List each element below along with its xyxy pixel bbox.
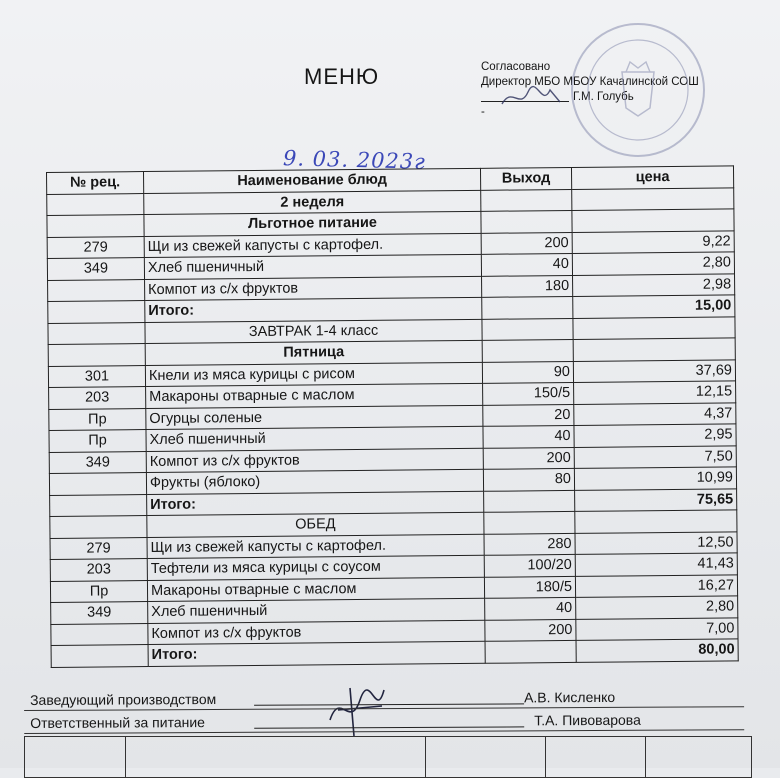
total-value: 80,00	[576, 639, 738, 662]
dish-price: 4,37	[574, 402, 736, 425]
section-title: Льготное питание	[144, 211, 481, 236]
recipe-number	[48, 279, 145, 301]
portion-output: 180	[482, 275, 573, 297]
empty-cell	[47, 193, 144, 215]
empty-cell	[51, 645, 148, 667]
dish-name: Огурцы соленые	[146, 405, 483, 430]
dish-name: Щи из свежей капусты с картофел.	[147, 534, 484, 559]
approval-name: Г.М. Голубь	[573, 91, 634, 103]
footer-signature-line	[254, 703, 524, 705]
dish-name: Хлеб пшеничный	[146, 426, 483, 451]
recipe-number: 279	[50, 537, 147, 559]
recipe-number: 203	[49, 387, 146, 409]
dish-name: Компот из с/х фруктов	[148, 620, 485, 645]
dish-name: Фрукты (яблоко)	[146, 469, 483, 494]
col-header-num: № рец.	[47, 172, 144, 194]
empty-cell	[484, 511, 575, 533]
dish-price: 10,99	[574, 467, 736, 490]
approval-position: Директор МБО МБОУ Качалинской СОШ	[481, 76, 699, 88]
director-signature-icon	[498, 82, 568, 112]
recipe-number: 203	[50, 559, 147, 581]
total-value: 75,65	[575, 488, 737, 511]
dish-name: Тефтели из мяса курицы с соусом	[147, 555, 484, 580]
dish-price: 2,80	[576, 596, 738, 619]
col-header-price: цена	[571, 166, 733, 189]
dish-price: 2,98	[573, 273, 735, 296]
dish-name: Компот из с/х фруктов	[145, 276, 482, 301]
dish-price: 37,69	[573, 359, 735, 382]
empty-cell	[575, 510, 737, 533]
empty-cell	[482, 339, 573, 361]
empty-cell	[481, 210, 572, 232]
dish-price: 7,00	[576, 617, 738, 640]
empty-cell	[482, 318, 573, 340]
portion-output: 150/5	[483, 382, 574, 404]
recipe-number: Пр	[49, 430, 146, 452]
empty-cell	[572, 187, 734, 210]
footer-label: Заведующий производством	[30, 690, 217, 708]
dish-name: Макароны отварные с маслом	[146, 383, 483, 408]
portion-output: 80	[483, 468, 574, 490]
empty-cell	[48, 344, 145, 366]
total-value: 15,00	[573, 295, 735, 318]
empty-cell	[47, 215, 144, 237]
dish-name: Хлеб пшеничный	[144, 254, 481, 279]
portion-output: 180/5	[484, 576, 575, 598]
menu-table	[46, 165, 739, 667]
section-title: ЗАВТРАК 1-4 класс	[145, 319, 482, 344]
empty-grid-row	[24, 736, 752, 778]
dish-price: 16,27	[575, 574, 737, 597]
empty-cell	[481, 189, 572, 211]
recipe-number: 279	[47, 236, 144, 258]
footer-label: Ответственный за питание	[30, 714, 205, 731]
recipe-number: 301	[48, 365, 145, 387]
footer-name: Т.А. Пивоварова	[534, 711, 641, 729]
page-title: МЕНЮ	[304, 64, 380, 89]
dish-price: 2,95	[574, 424, 736, 447]
col-header-output: Выход	[480, 167, 571, 189]
total-label: Итого:	[148, 641, 485, 666]
portion-output: 90	[482, 361, 573, 383]
empty-cell	[50, 494, 147, 516]
round-seal-icon	[568, 20, 708, 160]
dish-name: Макароны отварные с маслом	[147, 577, 484, 602]
section-title: 2 неделя	[144, 190, 481, 215]
portion-output: 200	[483, 447, 574, 469]
dish-price: 9,22	[572, 230, 734, 253]
dish-name: Кнели из мяса курицы с рисом	[145, 362, 482, 387]
dish-name: Компот из с/х фруктов	[146, 448, 483, 473]
empty-cell	[484, 490, 575, 512]
dish-price: 12,50	[575, 531, 737, 554]
empty-cell	[48, 322, 145, 344]
section-title: ОБЕД	[147, 512, 484, 537]
recipe-number: 349	[47, 258, 144, 280]
signatures-block	[24, 684, 744, 734]
recipe-number: 349	[49, 451, 146, 473]
dish-name: Хлеб пшеничный	[148, 598, 485, 623]
footer-name: А.В. Кисленко	[524, 688, 616, 706]
empty-cell	[48, 301, 145, 323]
portion-output: 40	[481, 253, 572, 275]
recipe-number: Пр	[50, 580, 147, 602]
approval-extra: -	[481, 106, 485, 118]
empty-cell	[573, 338, 735, 361]
portion-output: 100/20	[484, 554, 575, 576]
dish-price: 12,15	[574, 381, 736, 404]
empty-cell	[50, 516, 147, 538]
portion-output: 40	[483, 425, 574, 447]
empty-cell	[573, 316, 735, 339]
portion-output: 200	[481, 232, 572, 254]
col-header-name: Наименование блюд	[144, 168, 481, 193]
recipe-number	[49, 473, 146, 495]
portion-output: 40	[485, 597, 576, 619]
dish-price: 7,50	[574, 445, 736, 468]
portion-output: 200	[485, 619, 576, 641]
empty-cell	[572, 209, 734, 232]
handwritten-date: 9. 03. 2023г	[282, 146, 427, 174]
empty-cell	[485, 640, 576, 662]
recipe-number	[51, 623, 148, 645]
portion-output: 20	[483, 404, 574, 426]
recipe-number: 349	[51, 602, 148, 624]
recipe-number: Пр	[49, 408, 146, 430]
empty-cell	[482, 296, 573, 318]
total-label: Итого:	[147, 491, 484, 516]
footer-row-nutrition	[24, 707, 744, 734]
dish-price: 2,80	[572, 252, 734, 275]
footer-signature-line	[254, 726, 524, 728]
portion-output: 280	[484, 533, 575, 555]
approval-heading: Согласовано	[481, 61, 551, 73]
section-title: Пятница	[145, 340, 482, 365]
dish-name: Щи из свежей капусты с картофел.	[144, 233, 481, 258]
dish-price: 41,43	[575, 553, 737, 576]
menu-rows	[47, 187, 739, 667]
total-label: Итого:	[145, 297, 482, 322]
